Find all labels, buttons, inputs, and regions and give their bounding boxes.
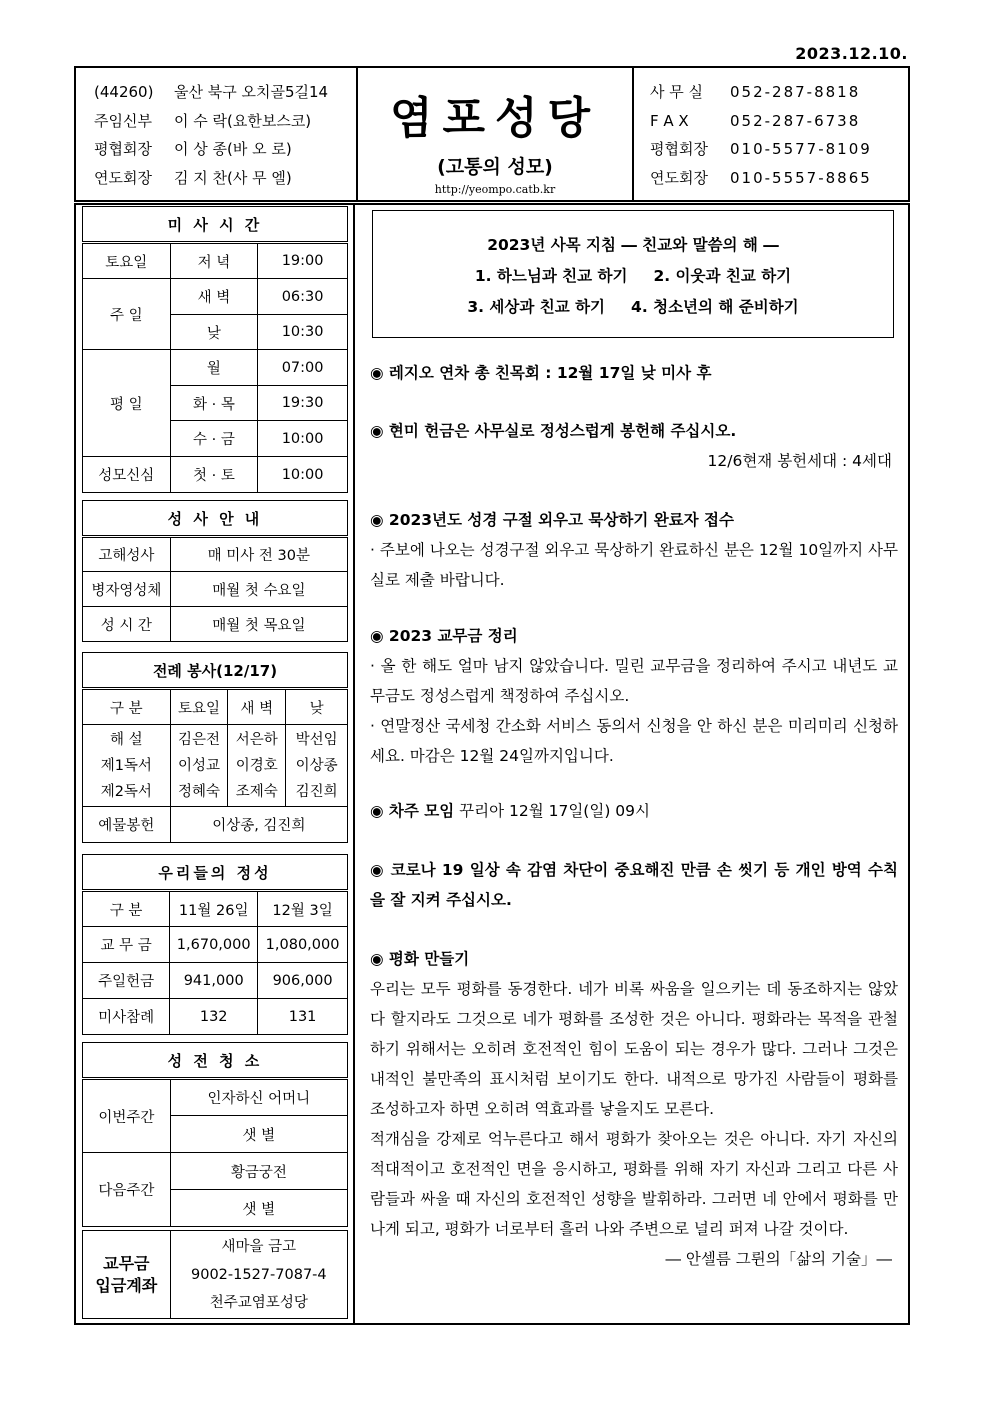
bulletin-header [74,66,910,202]
info-row-address: (44260) 울산 북구 오치골5길14 [94,83,329,101]
account-info: 새마을 금고 9002-1527-7087-4 천주교염포성당 [170,1231,347,1319]
cleaning-table: 성 전 청 소 이번주간 인자하신 어머니 샛 별 다음주간 황금궁전 샛 별 [82,1042,348,1227]
contact-council: 평협회장 010-5577-8109 [650,140,872,158]
contact-office: 사 무 실 052-287-8818 [650,83,861,101]
guideline-item: 4. 청소년의 해 준비하기 [631,298,799,316]
account-label: 교무금 입금계좌 [83,1231,171,1319]
mass-times-table: 미 사 시 간 토요일 저 녁 19:00 주 일 새 벽 06:30 낮 10:30 평 일 월 07:00 화 · 목 19:30 수 · 금 10:00 성모신심 첫 · 토 10:00 [82,206,348,493]
parish-brand [358,68,632,200]
contact-list [650,78,872,192]
notice-dues: ◉ 2023 교무금 정리 · 올 한 해도 얼마 남지 않았습니다. 밀린 교무금을 정리하여 주시고 내년도 교무금도 정성스럽게 책정하여 주십시오. · 연말정산 국세청 간소화 서비스 동의서 신청을 안 하신 분은 미리미리 신청하세요. 마감은 12월 24일까지입니다. [370,627,898,765]
parish-info [94,78,328,192]
notice-legio: ◉ 레지오 연차 총 친목회 : 12월 17일 낮 미사 후 [370,364,712,382]
bulletin-date: 2023.12.10. [795,44,908,63]
guideline-item: 3. 세상과 친교 하기 [467,298,606,316]
contact-fax: F A X 052-287-6738 [650,111,861,130]
parish-subtitle: (고통의 성모) [437,156,553,178]
notice-next-meeting: ◉ 차주 모임 꾸리아 12월 17일(일) 09시 [370,802,651,820]
header-divider [632,68,634,200]
guideline-item: 1. 하느님과 친교 하기 [474,267,628,285]
guidelines-title: 2023년 사목 지침 ― 친교와 말씀의 해 ― [487,236,779,254]
column-divider [353,203,355,1325]
parish-name: 염포성당 [389,93,600,144]
finance-table: 우리들의 정성 구 분 11월 26일 12월 3일 교 무 금 1,670,000 1,080,000 주일헌금 941,000 906,000 미사참례 132 131 [82,854,348,1035]
finance-title: 우리들의 정성 [83,855,348,891]
sacraments-table: 성 사 안 내 고해성사 매 미사 전 30분 병자영성체 매월 첫 수요일 성 시 간 매월 첫 목요일 [82,500,348,642]
liturgy-title: 전례 봉사(12/17) [83,653,348,689]
notice-bible-verse: ◉ 2023년도 성경 구절 외우고 묵상하기 완료자 접수 · 주보에 나오는 성경구절 외우고 묵상하기 완료하신 분은 12월 10일까지 사무실로 제출 바랍니다. [370,511,898,589]
account-table [82,1230,348,1319]
sacraments-title: 성 사 안 내 [83,501,348,537]
info-row-deceased: 연도회장 김 지 찬(사 무 엘) [94,168,292,187]
notice-covid: ◉ 코로나 19 일상 속 감염 차단이 중요해진 만큼 손 씻기 등 개인 방역 수칙을 잘 지켜 주십시오. [370,861,898,909]
guideline-item: 2. 이웃과 친교 하기 [653,267,792,285]
mass-times-title: 미 사 시 간 [83,207,348,243]
pastoral-guidelines-box [372,210,894,338]
liturgy-table: 전례 봉사(12/17) 구 분 토요일 새 벽 낮 해 설 제1독서 제2독서 김은전 이성교 정혜숙 서은하 이경호 조제숙 박선임 이상종 김진희 예물봉헌 이상종, 김진희 [82,652,348,843]
info-row-pastor: 주임신부 이 수 락(요한보스코) [94,111,312,130]
cleaning-title: 성 전 청 소 [83,1043,348,1079]
notice-peace: ◉ 평화 만들기 우리는 모두 평화를 동경한다. 네가 비록 싸움을 일으키는 데 동조하지는 않았다 할지라도 그것으로 네가 평화를 조성한 것은 아니다. 평화라는 목적을 관철하기 위해서는 오히려 호전적인 힘이 도움이 되는 경우가 많다. 그러나 그것은 내적인 불만족의 표시처럼 보이기도 한다. 내적으로 망가진 사람들이 평화를 조성하고자 하면 오히려 역효과를 낳을지도 모른다. 적개심을 강제로 억누른다고 해서 평화가 찾아오는 것은 아니다. 자기 자신의 적대적이고 호전적인 면을 응시하고, 평화를 위해 자기 자신과 그리고 다른 사람들과 싸울 때 자신의 호전적인 성향을 발휘하라. 그러면 네 안에서 평화를 만나게 되고, 평화가 너로부터 흘러 나와 주변으로 널리 퍼져 나갈 것이다. ― 안셀름 그륀의「삶의 기술」― [370,950,898,1268]
parish-url[interactable]: http://yeompo.catb.kr [434,183,556,196]
info-row-council: 평협회장 이 상 종(바 오 로) [94,140,292,158]
contact-deceased: 연도회장 010-5557-8865 [650,168,872,187]
notice-rice-offering: ◉ 현미 헌금은 사무실로 정성스럽게 봉헌해 주십시오. 12/6현재 봉헌세대 : 4세대 [370,422,892,470]
